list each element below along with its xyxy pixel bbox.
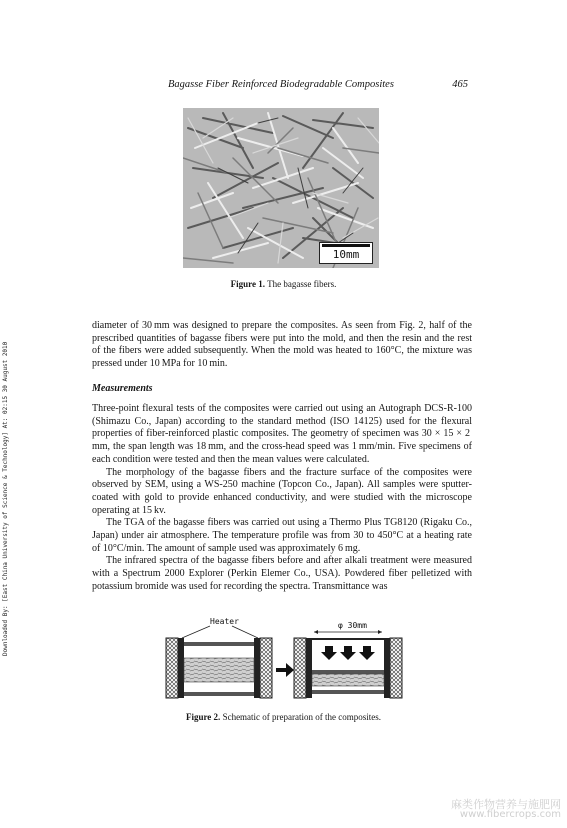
composite-preparation-schematic bbox=[162, 612, 406, 704]
figure1-caption-label: Figure 1. bbox=[230, 279, 265, 289]
watermark-url: www.fibercrops.com bbox=[459, 809, 561, 820]
page-number: 465 bbox=[452, 79, 468, 90]
mold-left bbox=[166, 626, 272, 698]
process-arrow bbox=[276, 663, 294, 677]
scale-bar-line bbox=[322, 244, 370, 247]
paragraph-infrared: The infrared spectra of the bagasse fibers before and after alkali treatment were measured with a Spectrum 2000 Explorer (Perkin Elemer Co., USA). Powdered fiber pelletized with potassium bromide was used for recording the spectra. Transmittance was bbox=[92, 555, 472, 592]
figure1-caption-text: The bagasse fibers. bbox=[267, 279, 337, 289]
diameter-label: φ 30mm bbox=[338, 621, 367, 630]
measurements-body bbox=[92, 403, 472, 594]
schematic-drawing bbox=[162, 612, 406, 704]
scale-label: 10mm bbox=[332, 248, 360, 261]
paragraph-mold bbox=[92, 320, 472, 371]
figure1-caption bbox=[0, 279, 567, 289]
paragraph-flexural: Three-point flexural tests of the composites were carried out using an Autograph DCS-R-100 (Shimazu Co., Japan) according to the standard method (ISO 14125) used for the flexural properties of fiber-reinforced plastic composites. The geometry of specimen was 30 × 15 × 2 mm, the span length was 18 mm, and the cross-head speed was 1 mm/min. Five specimens of each condition were tested and then the mean values were calculated. bbox=[92, 403, 472, 465]
running-title: Bagasse Fiber Reinforced Biodegradable Composites bbox=[168, 79, 394, 90]
watermark-chinese: 麻类作物营养与施肥网 bbox=[451, 798, 561, 811]
figure2-caption-text: Schematic of preparation of the composites. bbox=[222, 712, 382, 722]
mold-right bbox=[294, 630, 402, 698]
figure2-caption-label: Figure 2. bbox=[185, 712, 221, 722]
scale-bar bbox=[319, 242, 373, 264]
download-note: Downloaded By: [East China University of Science & Technology] At: 02:15 30 August 2010 bbox=[2, 341, 9, 656]
paragraph-text: diameter of 30 mm was designed to prepare the composites. As seen from Fig. 2, half of the prescribed quantities of bagasse fibers were put into the mold, and then the resin and the rest of the fibers were added subsequently. When the mold was heated to 160°C, the mixture was pressed under 10 MPa for 10 min. bbox=[92, 320, 472, 370]
paragraph-tga: The TGA of the bagasse fibers was carried out using a Thermo Plus TG8120 (Rigaku Co., Japan) under air atmosphere. The temperature profile was from 30 to 450°C at a heating rate of 10°C/min. The amount of sample used was approximately 6 mg. bbox=[92, 517, 472, 554]
heater-label: Heater bbox=[210, 617, 239, 626]
running-header bbox=[168, 79, 468, 93]
figure2-caption bbox=[0, 712, 567, 722]
paragraph-sem: The morphology of the bagasse fibers and the fracture surface of the composites were observed by SEM, using a WS-250 machine (Topcon Co., Japan). All samples were sputter-coated with gold to provide enhanced conductivity, and were studied with the microscope operating at 15 kv. bbox=[92, 466, 472, 516]
bagasse-fibers-photo bbox=[183, 108, 379, 268]
section-heading-measurements: Measurements bbox=[92, 383, 153, 394]
